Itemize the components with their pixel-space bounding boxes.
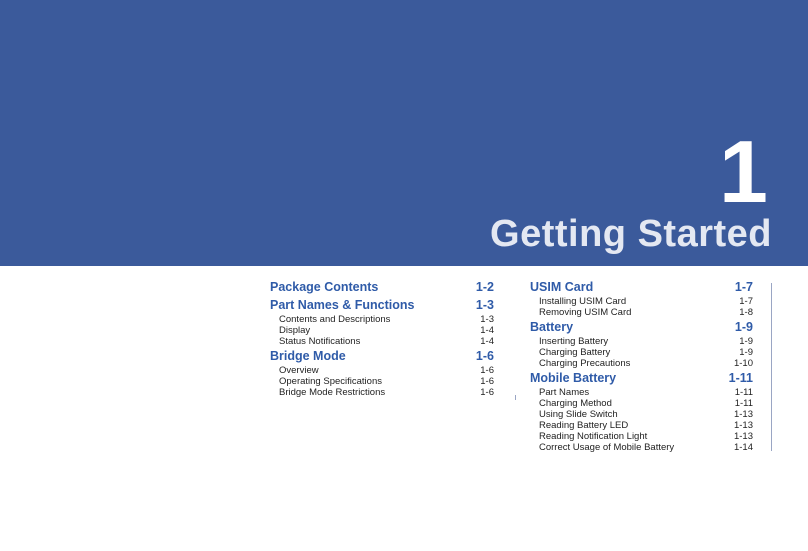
section-title: Battery [530, 320, 574, 334]
entry-page: 1-14 [733, 442, 753, 453]
entry-label: Removing USIM Card [539, 307, 632, 318]
toc-entry[interactable] [530, 336, 753, 347]
section-page: 1-6 [475, 349, 494, 363]
entry-label: Inserting Battery [539, 336, 609, 347]
toc-section-heading[interactable] [270, 279, 494, 296]
divider-line-left [515, 395, 516, 400]
toc-left-column [270, 279, 494, 399]
entry-label: Display [279, 325, 311, 336]
entry-page: 1-6 [480, 365, 494, 376]
toc-section [270, 279, 494, 297]
toc-entry[interactable] [530, 442, 753, 453]
entry-page: 1-4 [480, 325, 494, 336]
entry-label: Using Slide Switch [539, 409, 618, 420]
section-page: 1-9 [734, 320, 753, 334]
chapter-number: 1 [719, 122, 768, 221]
toc-entry[interactable] [530, 387, 753, 398]
entry-label: Overview [279, 365, 319, 376]
toc-entry[interactable] [270, 336, 494, 347]
toc-entry[interactable] [270, 314, 494, 325]
toc-right-column [530, 279, 753, 454]
section-title: Mobile Battery [530, 371, 617, 385]
entry-page: 1-6 [480, 376, 494, 387]
entry-label: Reading Battery LED [539, 420, 629, 431]
toc-section-heading[interactable] [530, 279, 753, 296]
toc-section [530, 279, 753, 319]
chapter-title: Getting Started [490, 213, 772, 255]
chapter-banner [0, 0, 808, 266]
entry-label: Part Names [539, 387, 590, 398]
toc-entry[interactable] [530, 347, 753, 358]
toc-entry[interactable] [530, 420, 753, 431]
entry-page: 1-9 [739, 336, 753, 347]
entry-label: Charging Battery [539, 347, 611, 358]
section-page: 1-7 [734, 280, 753, 294]
entry-page: 1-6 [480, 387, 494, 398]
entry-label: Contents and Descriptions [279, 314, 391, 325]
toc-entry[interactable] [530, 358, 753, 369]
section-title: Part Names & Functions [270, 298, 415, 312]
section-title: Package Contents [270, 280, 379, 294]
entry-page: 1-13 [733, 409, 753, 420]
toc-section [270, 348, 494, 399]
section-page: 1-11 [728, 371, 753, 385]
section-page: 1-3 [475, 298, 494, 312]
entry-label: Bridge Mode Restrictions [279, 387, 386, 398]
entry-label: Installing USIM Card [539, 296, 627, 307]
entry-label: Correct Usage of Mobile Battery [539, 442, 675, 453]
entry-label: Charging Precautions [539, 358, 631, 369]
toc-entry[interactable] [530, 307, 753, 318]
toc-section-heading[interactable] [530, 319, 753, 336]
toc-entry[interactable] [530, 296, 753, 307]
toc-section [530, 370, 753, 454]
entry-label: Operating Specifications [279, 376, 382, 387]
toc-section [530, 319, 753, 370]
entry-page: 1-11 [734, 398, 753, 409]
toc-entry[interactable] [270, 387, 494, 398]
toc-entry[interactable] [530, 398, 753, 409]
entry-label: Status Notifications [279, 336, 361, 347]
section-title: USIM Card [530, 280, 594, 294]
entry-page: 1-11 [734, 387, 753, 398]
entry-page: 1-4 [480, 336, 494, 347]
entry-page: 1-7 [739, 296, 753, 307]
section-title: Bridge Mode [270, 349, 346, 363]
section-page: 1-2 [475, 280, 494, 294]
entry-label: Charging Method [539, 398, 612, 409]
section-gap [270, 398, 494, 399]
toc-entry[interactable] [530, 409, 753, 420]
toc-section-heading[interactable] [530, 370, 753, 387]
toc-entry[interactable] [270, 376, 494, 387]
divider-line-right [771, 283, 772, 451]
entry-page: 1-10 [733, 358, 753, 369]
toc-section [270, 297, 494, 348]
toc-entry[interactable] [270, 365, 494, 376]
toc-section-heading[interactable] [270, 348, 494, 365]
entry-page: 1-13 [733, 431, 753, 442]
entry-page: 1-9 [739, 347, 753, 358]
entry-label: Reading Notification Light [539, 431, 648, 442]
entry-page: 1-3 [480, 314, 494, 325]
toc-entry[interactable] [270, 325, 494, 336]
section-gap [530, 453, 753, 454]
toc-section-heading[interactable] [270, 297, 494, 314]
entry-page: 1-13 [733, 420, 753, 431]
entry-page: 1-8 [739, 307, 753, 318]
toc-entry[interactable] [530, 431, 753, 442]
